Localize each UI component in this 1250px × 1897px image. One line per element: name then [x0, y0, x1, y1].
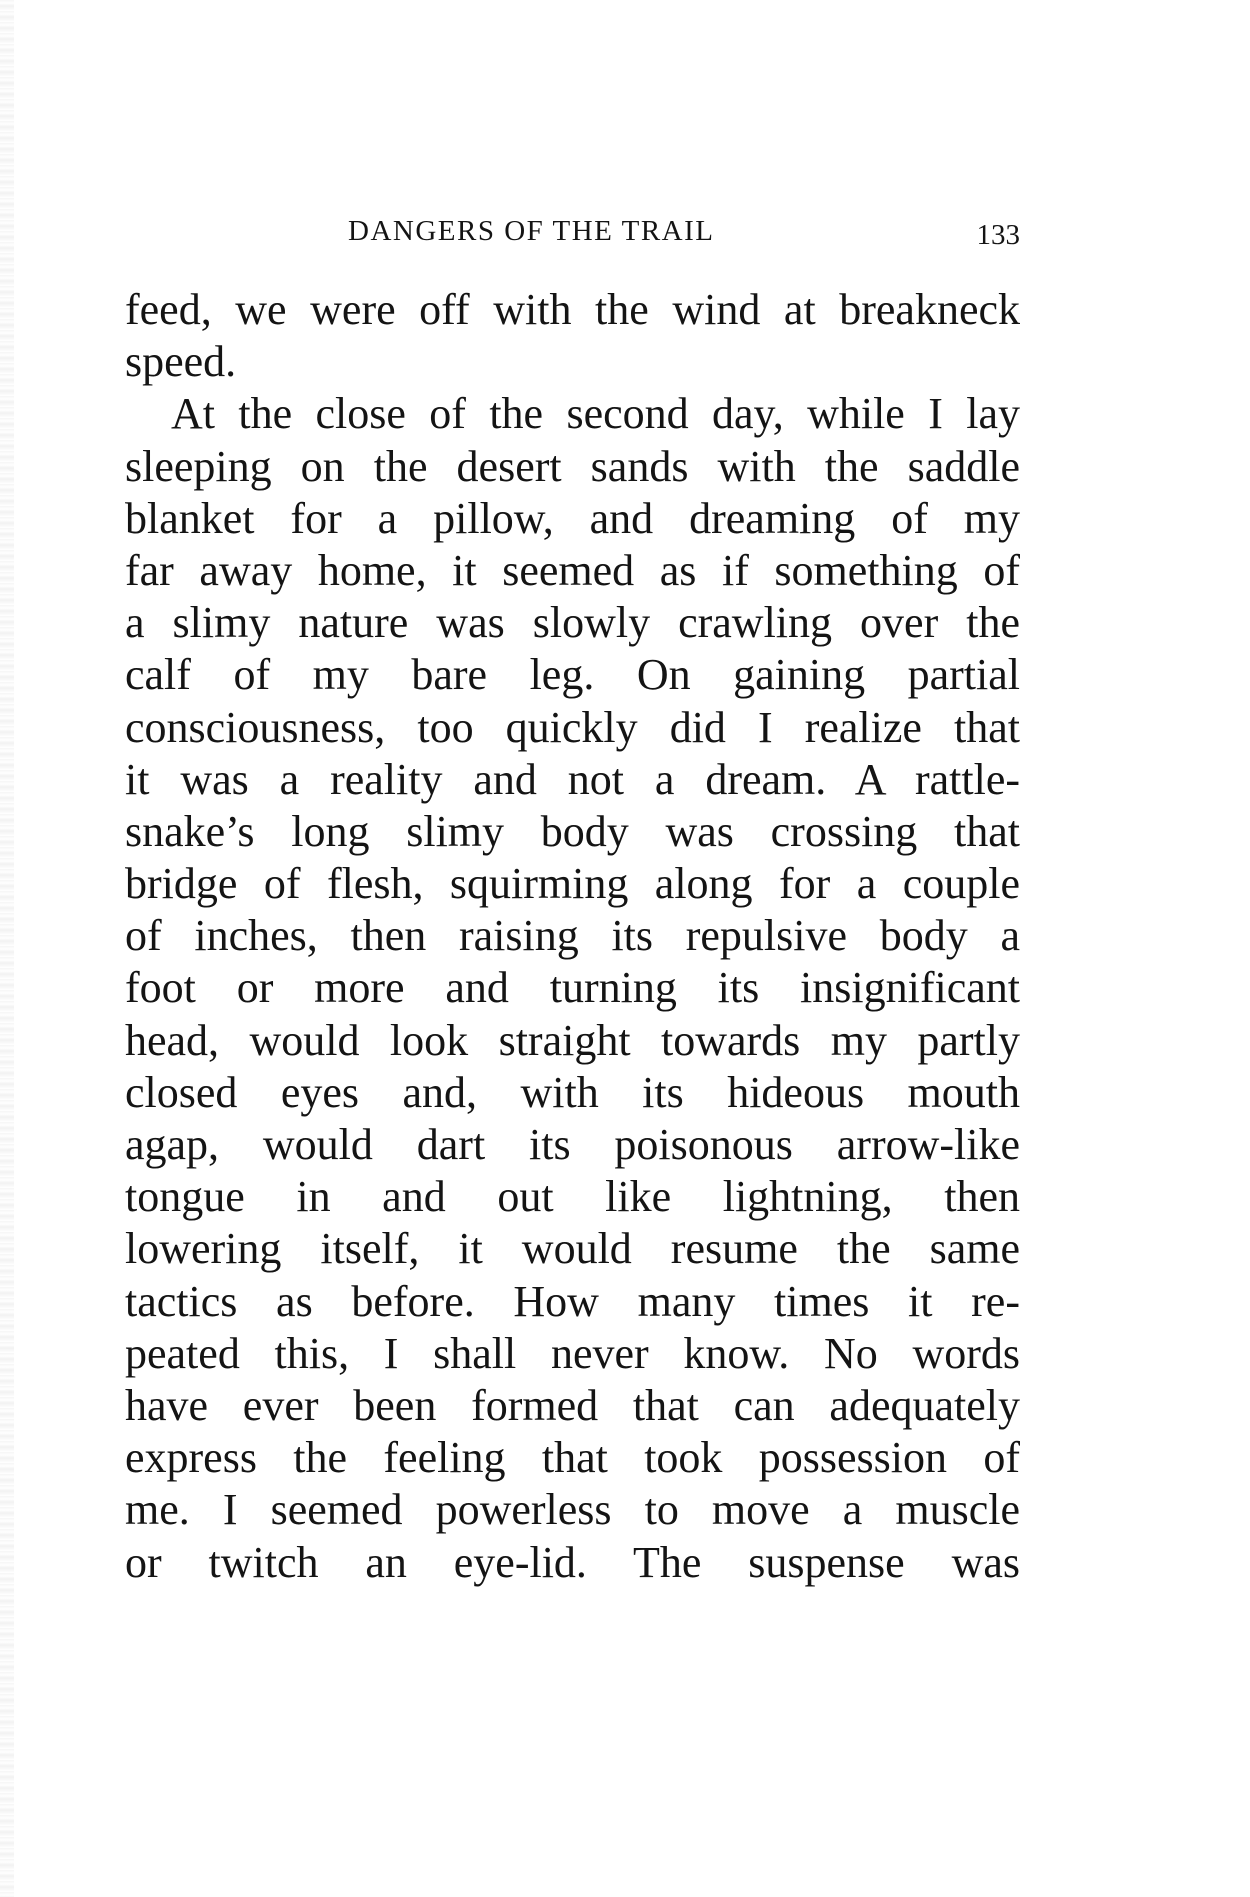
text-line: it was a reality and not a dream. A rattle- — [125, 754, 1020, 804]
text-line: sleeping on the desert sands with the saddle — [125, 441, 1020, 491]
page-number: 133 — [976, 219, 1020, 251]
text-line: a slimy nature was slowly crawling over the — [125, 598, 1020, 648]
text-line: express the feeling that took possession of — [125, 1433, 1020, 1483]
text-line: calf of my bare leg. On gaining partial — [125, 650, 1020, 700]
text-line: foot or more and turning its insignificant — [125, 963, 1020, 1013]
paragraph-start-line: At the close of the second day, while I lay — [171, 389, 1020, 439]
running-head-title: DANGERS OF THE TRAIL — [348, 215, 715, 247]
text-line: of inches, then raising its repulsive body a — [125, 911, 1020, 961]
text-line: lowering itself, it would resume the same — [125, 1224, 1020, 1274]
text-line: closed eyes and, with its hideous mouth — [125, 1067, 1020, 1117]
text-line: tactics as before. How many times it re- — [125, 1276, 1020, 1326]
text-line: consciousness, too quickly did I realize that — [125, 702, 1020, 752]
text-line: head, would look straight towards my partly — [125, 1015, 1020, 1065]
text-line: speed. — [125, 337, 237, 387]
text-line: peated this, I shall never know. No words — [125, 1328, 1020, 1378]
text-line: bridge of flesh, squirming along for a couple — [125, 859, 1020, 909]
running-head — [125, 215, 1020, 255]
body-text — [125, 284, 1020, 1589]
text-line: me. I seemed powerless to move a muscle — [125, 1485, 1020, 1535]
text-line: have ever been formed that can adequately — [125, 1380, 1020, 1430]
text-line: far away home, it seemed as if something of — [125, 545, 1020, 595]
text-line: agap, would dart its poisonous arrow-like — [125, 1120, 1020, 1169]
text-line: snake’s long slimy body was crossing that — [125, 806, 1020, 856]
text-line: or twitch an eye-lid. The suspense was — [125, 1537, 1020, 1587]
text-line: blanket for a pillow, and dreaming of my — [125, 493, 1020, 543]
text-line: tongue in and out like lightning, then — [125, 1172, 1020, 1222]
text-line: feed, we were off with the wind at breakneck — [125, 285, 1020, 334]
page-gutter-edge — [0, 0, 14, 1897]
